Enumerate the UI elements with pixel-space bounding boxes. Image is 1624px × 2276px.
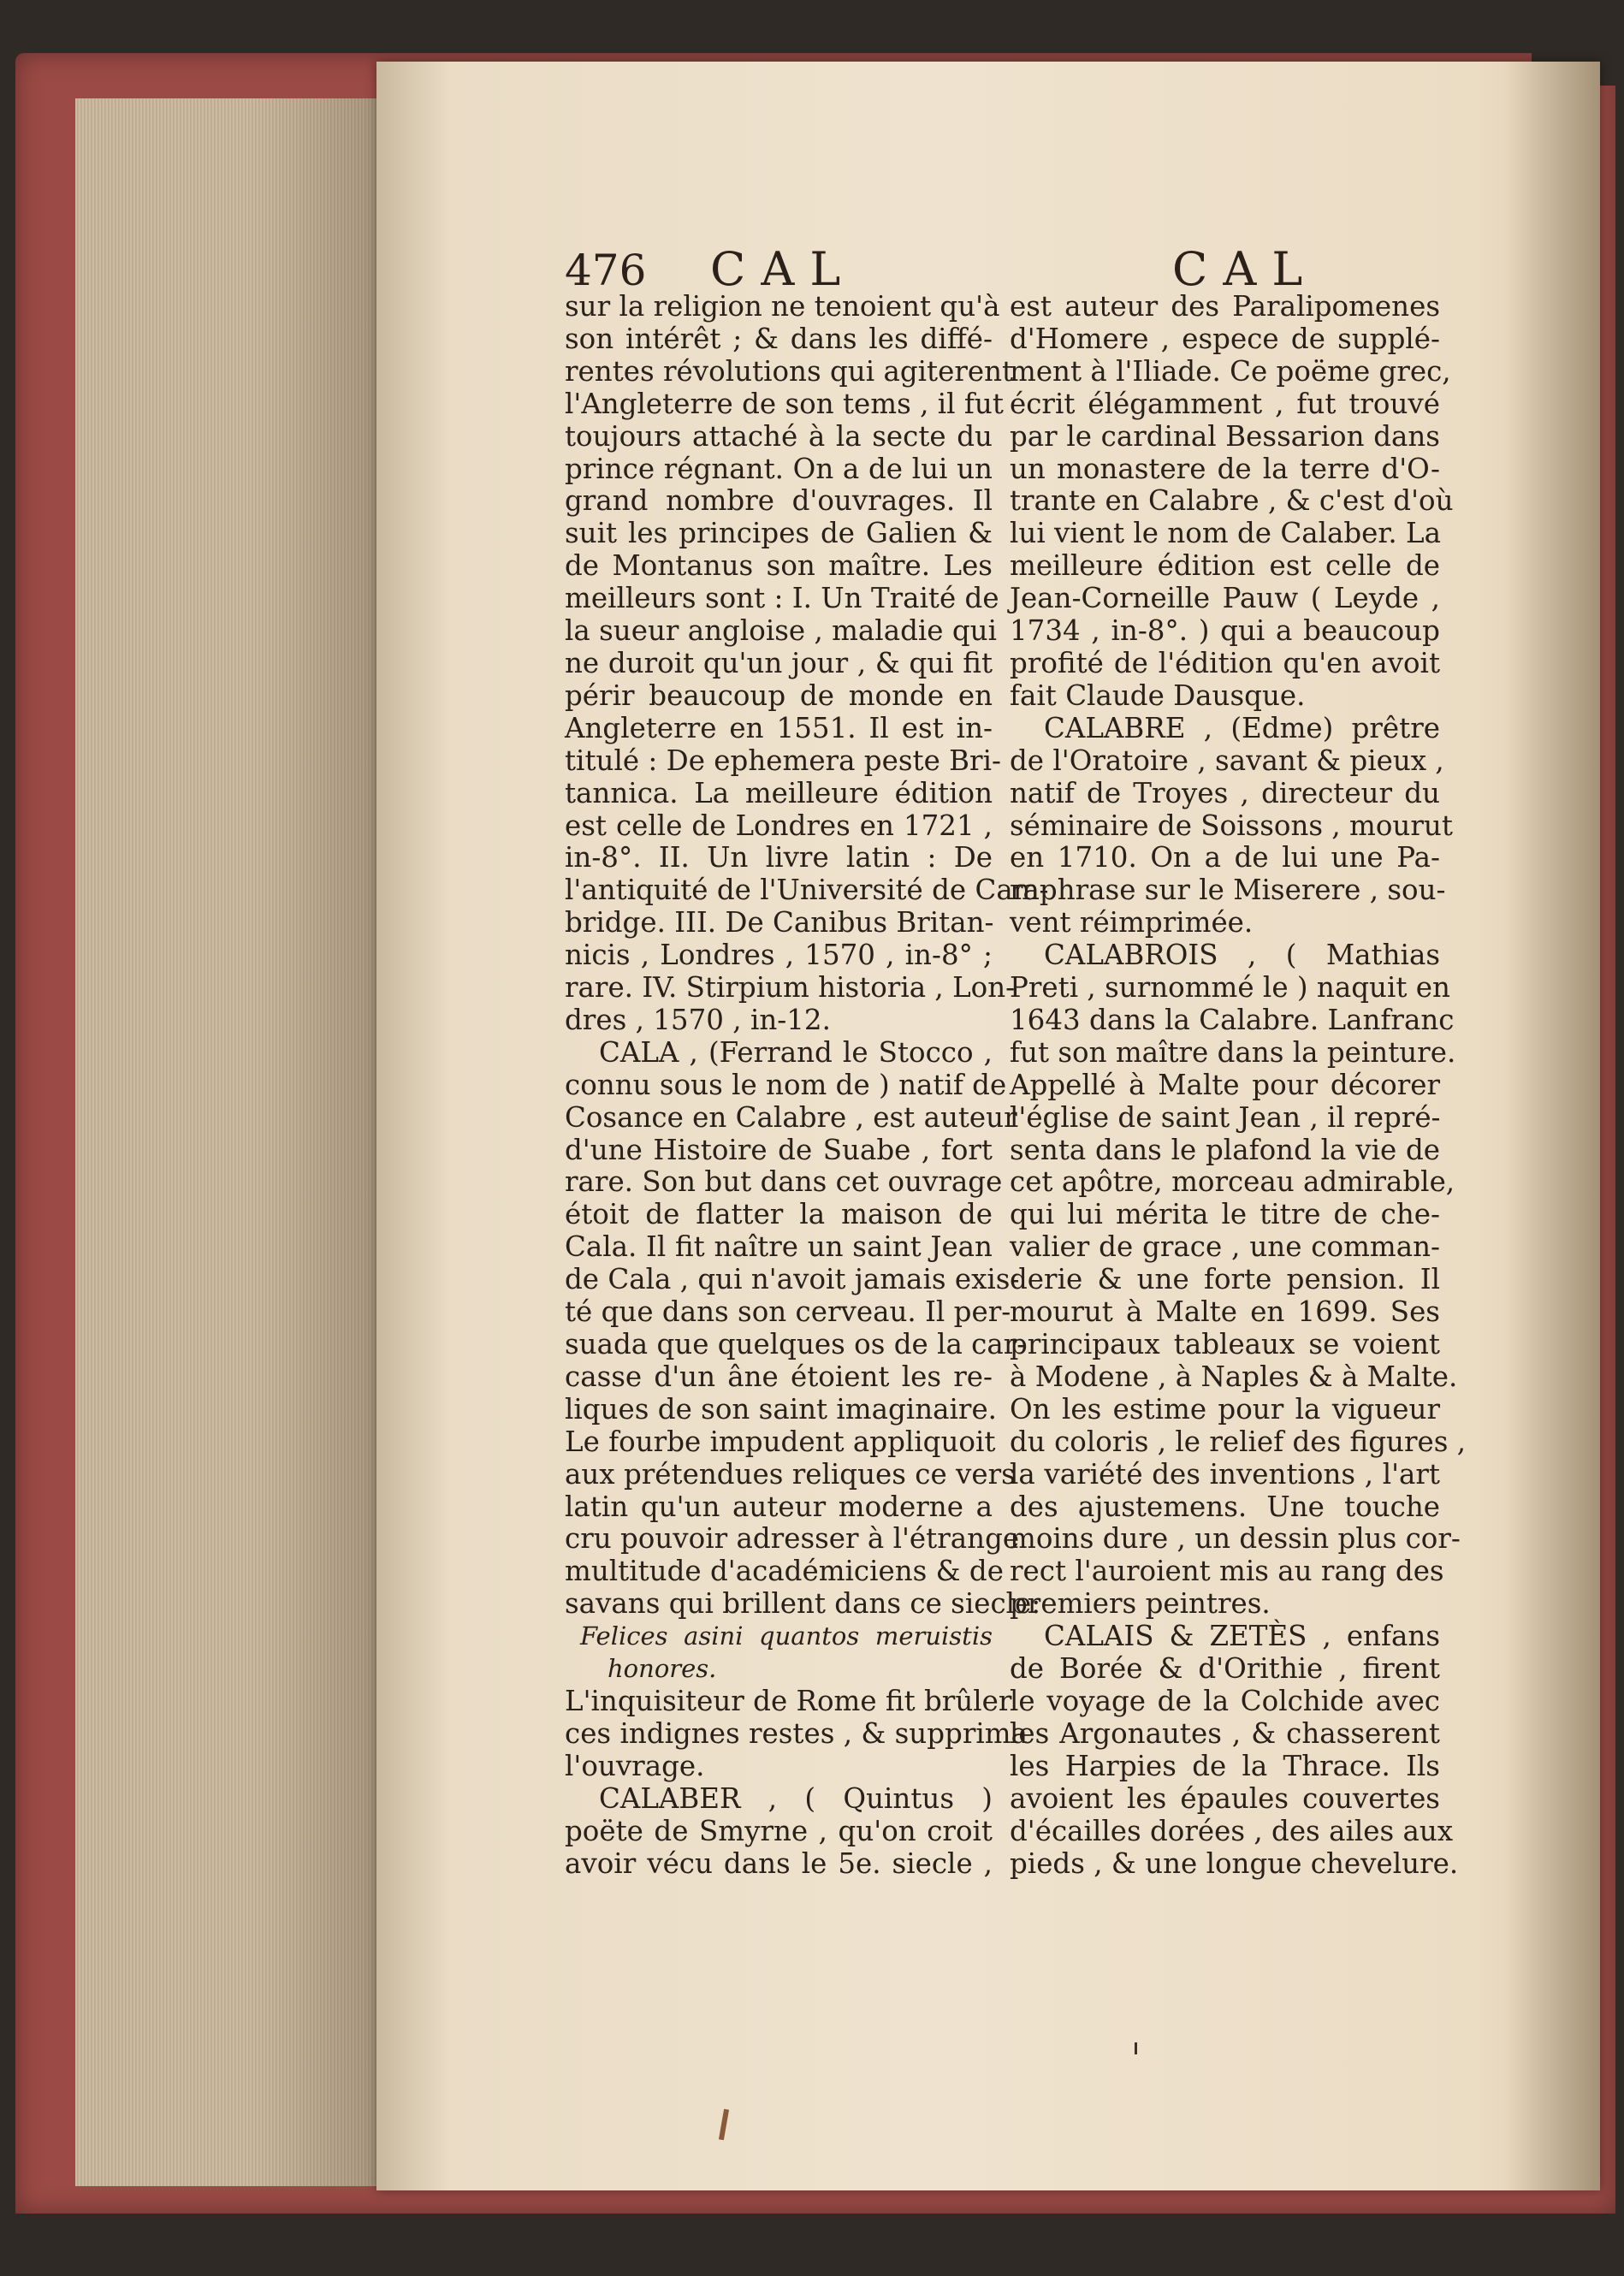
text-line: la variété des inventions , l'art <box>1010 1457 1440 1491</box>
text-line: CALABROIS , ( Mathias <box>1044 939 1440 972</box>
text-line: rentes révolutions qui agiterent <box>565 354 1014 388</box>
text-line: rare. Son but dans cet ouvrage <box>565 1165 1003 1199</box>
text-line: la sueur angloise , maladie qui <box>565 614 997 648</box>
text-line: honores. <box>608 1654 717 1684</box>
text-line: CALABRE , (Edme) prêtre <box>1044 711 1440 744</box>
text-line: L'inquisiteur de Rome fit brûler <box>565 1684 1012 1717</box>
text-line: avoir vécu dans le 5e. siecle , <box>565 1846 993 1880</box>
text-line: Cosance en Calabre , est auteur <box>565 1100 1017 1134</box>
text-line: son intérêt ; & dans les diffé- <box>565 322 993 355</box>
text-line: de Montanus son maître. Les <box>565 549 993 583</box>
text-line: titulé : De ephemera peste Bri- <box>565 744 1001 777</box>
text-line: ment à l'Iliade. Ce poëme grec, <box>1010 354 1451 388</box>
text-line: casse d'un âne étoient les re- <box>565 1360 993 1393</box>
text-line: 1734 , in-8°. ) qui a beaucoup <box>1010 614 1440 648</box>
text-line: l'église de saint Jean , il repré- <box>1010 1100 1441 1134</box>
text-line: ces indignes restes , & supprima <box>565 1716 1028 1750</box>
text-line: raphrase sur le Miserere , sou- <box>1010 874 1446 907</box>
text-line: sur la religion ne tenoient qu'à <box>565 290 1000 323</box>
text-line: lui vient le nom de Calaber. La <box>1010 517 1441 550</box>
text-line: 1643 dans la Calabre. Lanfranc <box>1010 1003 1455 1036</box>
text-line: étoit de flatter la maison de <box>565 1198 993 1231</box>
text-line: Le fourbe impudent appliquoit <box>565 1425 996 1458</box>
text-line: moins dure , un dessin plus cor- <box>1010 1522 1461 1556</box>
text-line: rect l'auroient mis au rang des <box>1010 1555 1444 1588</box>
text-line: d'une Histoire de Suabe , fort <box>565 1133 993 1166</box>
text-line: liques de son saint imaginaire. <box>565 1392 998 1425</box>
text-line: fut son maître dans la peinture. <box>1010 1035 1456 1069</box>
text-line: premiers peintres. <box>1010 1587 1271 1621</box>
running-head-right: CAL <box>1172 242 1319 296</box>
text-line: Preti , surnommé le ) naquit en <box>1010 971 1450 1005</box>
gutter-shadow <box>1506 62 1600 2190</box>
text-line: senta dans le plafond la vie de <box>1010 1133 1440 1166</box>
text-line: bridge. III. De Canibus Britan- <box>565 906 994 939</box>
text-line: CALAIS & ZETÈS , enfans <box>1044 1620 1440 1653</box>
text-line: in-8°. II. Un livre latin : De <box>565 841 993 874</box>
running-head-left: CAL <box>710 242 856 296</box>
text-line: le voyage de la Colchide avec <box>1010 1684 1440 1717</box>
text-line: séminaire de Soissons , mourut <box>1010 809 1453 842</box>
text-line: Appellé à Malte pour décorer <box>1010 1068 1440 1101</box>
text-line: tannica. La meilleure édition <box>565 776 993 809</box>
text-line: dres , 1570 , in-12. <box>565 1003 831 1036</box>
text-line: cru pouvoir adresser à l'étrange <box>565 1522 1020 1556</box>
text-line: prince régnant. On a de lui un <box>565 452 993 485</box>
text-line: CALABER , ( Quintus ) <box>599 1781 993 1815</box>
text-line: Angleterre en 1551. Il est in- <box>565 711 993 744</box>
text-line: périr beaucoup de monde en <box>565 679 993 712</box>
text-line: CALA , (Ferrand le Stocco , <box>599 1035 993 1069</box>
text-line: grand nombre d'ouvrages. Il <box>565 484 993 518</box>
text-line: de l'Oratoire , savant & pieux , <box>1010 744 1444 777</box>
left-text-column <box>565 290 1049 2276</box>
text-line: suit les principes de Galien & <box>565 517 993 550</box>
text-line: Cala. Il fit naître un saint Jean <box>565 1230 993 1264</box>
text-line: mourut à Malte en 1699. Ses <box>1010 1295 1440 1329</box>
text-line: qui lui mérita le titre de che- <box>1010 1198 1440 1231</box>
text-line: écrit élégamment , fut trouvé <box>1010 387 1440 420</box>
text-line: en 1710. On a de lui une Pa- <box>1010 841 1440 874</box>
text-line: cet apôtre, morceau admirable, <box>1010 1165 1455 1199</box>
text-line: toujours attaché à la secte du <box>565 419 993 453</box>
text-line: suada que quelques os de la car- <box>565 1328 1027 1360</box>
text-line: de Borée & d'Orithie , firent <box>1010 1652 1440 1686</box>
text-line: natif de Troyes , directeur du <box>1010 776 1440 809</box>
text-line: poëte de Smyrne , qu'on croit <box>565 1814 993 1847</box>
text-line: de Cala , qui n'avoit jamais exis- <box>565 1263 1020 1296</box>
text-line: multitude d'académiciens & de <box>565 1555 1004 1588</box>
text-line: trante en Calabre , & c'est d'où <box>1010 484 1454 518</box>
text-line: l'Angleterre de son tems , il fut <box>565 387 1004 420</box>
text-line: aux prétendues reliques ce vers <box>565 1457 1016 1491</box>
text-line: du coloris , le relief des figures , <box>1010 1425 1467 1458</box>
text-line: l'ouvrage. <box>565 1749 705 1782</box>
page-header <box>565 242 1455 296</box>
text-line: pieds , & une longue chevelure. <box>1010 1846 1459 1880</box>
text-line: meilleure édition est celle de <box>1010 549 1440 583</box>
text-line: connu sous le nom de ) natif de <box>565 1068 1007 1101</box>
page-number: 476 <box>565 246 647 295</box>
text-line: des ajustemens. Une touche <box>1010 1490 1440 1523</box>
text-line: vent réimprimée. <box>1010 906 1254 939</box>
text-line: Felices asini quantos meruistis <box>580 1621 993 1651</box>
text-line: les Argonautes , & chasserent <box>1010 1716 1440 1750</box>
text-line: rare. IV. Stirpium historia , Lon- <box>565 971 1016 1005</box>
text-line: principaux tableaux se voient <box>1010 1328 1440 1360</box>
text-line: profité de l'édition qu'en avoit <box>1010 646 1440 679</box>
text-line: avoient les épaules couvertes <box>1010 1781 1440 1815</box>
text-line: savans qui brillent dans ce siecle: <box>565 1587 1041 1621</box>
text-line: meilleurs sont : I. Un Traité de <box>565 582 999 615</box>
text-line: d'Homere , espece de supplé- <box>1010 322 1440 355</box>
text-line: est auteur des Paralipomenes <box>1010 290 1440 323</box>
text-line: est celle de Londres en 1721 , <box>565 809 993 842</box>
text-line: latin qu'un auteur moderne a <box>565 1490 993 1523</box>
text-line: nicis , Londres , 1570 , in-8° ; <box>565 939 993 972</box>
text-line: fait Claude Dausque. <box>1010 679 1306 712</box>
text-line: ne duroit qu'un jour , & qui fit <box>565 646 993 679</box>
right-text-column <box>1010 290 1467 2276</box>
text-line: té que dans son cerveau. Il per- <box>565 1295 1011 1329</box>
page-edges-shade <box>248 98 385 2186</box>
text-line: Jean-Corneille Pauw ( Leyde , <box>1010 582 1440 615</box>
text-line: d'écailles dorées , des ailes aux <box>1010 1814 1454 1847</box>
text-line: les Harpies de la Thrace. Ils <box>1010 1749 1440 1782</box>
text-line: à Modene , à Naples & à Malte. <box>1010 1360 1458 1393</box>
text-line: On les estime pour la vigueur <box>1010 1392 1440 1425</box>
text-line: derie & une forte pension. Il <box>1010 1263 1440 1296</box>
text-line: par le cardinal Bessarion dans <box>1010 419 1440 453</box>
ink-speck <box>1135 2042 1137 2054</box>
text-line: l'antiquité de l'Université de Cam- <box>565 874 1049 907</box>
text-line: valier de grace , une comman- <box>1010 1230 1440 1264</box>
text-line: un monastere de la terre d'O- <box>1010 452 1440 485</box>
